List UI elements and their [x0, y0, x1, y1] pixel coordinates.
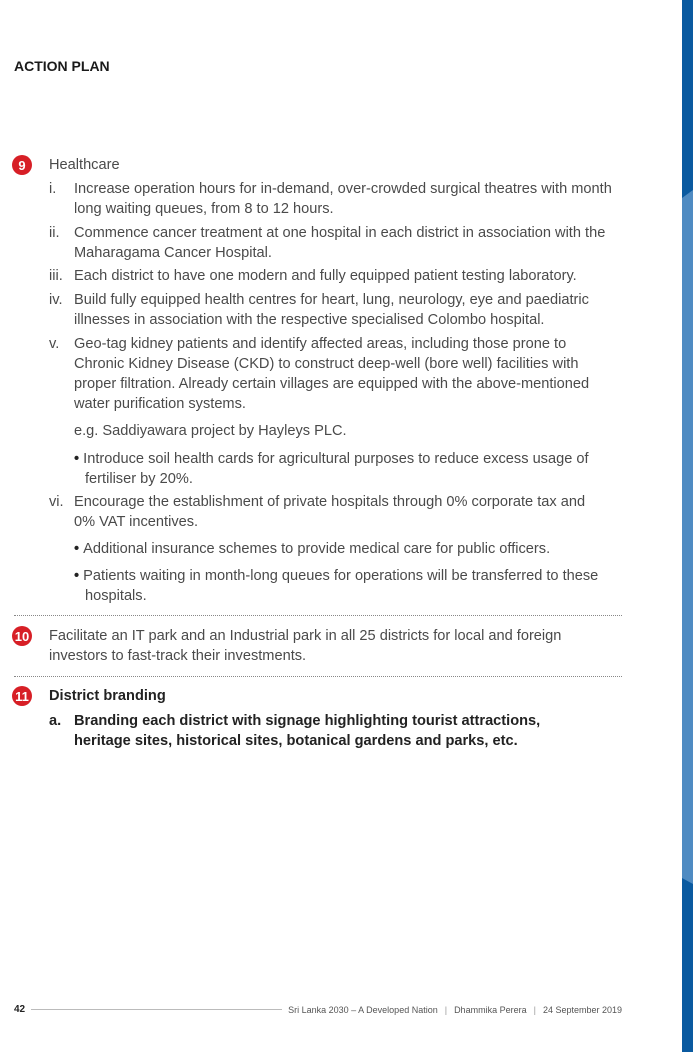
item-text: Encourage the establishment of private hospitals through 0% corporate tax and 0% VAT incentives.	[74, 494, 586, 530]
bullet-item	[74, 539, 624, 559]
item-number: i.	[49, 181, 57, 197]
bullet-icon: •	[74, 451, 84, 467]
list-item	[49, 492, 594, 532]
edge-color-bar	[682, 0, 693, 1052]
item-text: Each district to have one modern and fully equipped patient testing laboratory.	[74, 268, 577, 284]
item-text: Build fully equipped health centres for heart, lung, neurology, eye and paediatric illnesses in association with the respective specialised Colombo hospital.	[74, 292, 589, 328]
page-title: ACTION PLAN	[14, 58, 110, 74]
item-number: iii.	[49, 268, 63, 284]
footer-title: Sri Lanka 2030 – A Developed Nation	[288, 1004, 438, 1015]
list-item	[49, 711, 569, 751]
bullet-item	[74, 566, 624, 606]
item-number: ii.	[49, 225, 60, 241]
item-text: Increase operation hours for in-demand, over-crowded surgical theatres with month long waiting queues, from 8 to 12 hours.	[74, 181, 612, 217]
section-heading: Healthcare	[49, 157, 120, 173]
bullet-text: Additional insurance schemes to provide medical care for public officers.	[83, 541, 551, 557]
footer-separator: |	[533, 1004, 536, 1015]
item-number: vi.	[49, 494, 64, 510]
item-text: Commence cancer treatment at one hospital in each district in association with the Maharagama Cancer Hospital.	[74, 225, 606, 261]
item-number: iv.	[49, 292, 63, 308]
footer-date: 24 September 2019	[542, 1004, 622, 1015]
footer-rule	[31, 1009, 282, 1010]
edge-bar-dark-top	[682, 0, 693, 198]
list-item	[49, 179, 629, 219]
list-item	[49, 223, 629, 263]
bullet-icon: •	[74, 541, 84, 557]
list-item	[49, 290, 629, 330]
section-heading: District branding	[49, 688, 166, 704]
edge-bar-dark-bottom	[682, 878, 693, 1052]
list-item	[49, 266, 629, 286]
bullet-text: Introduce soil health cards for agricultural purposes to reduce excess usage of fertiliser by 20%.	[83, 451, 589, 487]
example-text: e.g. Saddiyawara project by Hayleys PLC.	[74, 423, 347, 439]
footer	[14, 1004, 622, 1015]
bullet-icon: •	[74, 568, 84, 584]
footer-separator: |	[444, 1004, 448, 1015]
page-number: 42	[14, 1004, 26, 1015]
section-number-badge: 9	[12, 155, 32, 175]
section-number-badge: 11	[12, 686, 32, 706]
list-item	[49, 334, 594, 414]
section-text: Facilitate an IT park and an Industrial park in all 25 districts for local and foreign investors to fast-track their investments.	[49, 628, 562, 664]
divider	[14, 615, 622, 616]
section-number-badge: 10	[12, 626, 32, 646]
footer-author: Dhammika Perera	[454, 1004, 527, 1015]
item-number: v.	[49, 336, 60, 352]
bullet-text: Patients waiting in month-long queues for operations will be transferred to these hospitals.	[83, 568, 599, 604]
item-text: Geo-tag kidney patients and identify affected areas, including those prone to Chronic Kidney Disease (CKD) to construct deep-well (bore well) facilities with proper filtration. Already certain villages are equipped with the above-mentioned water purification systems.	[74, 336, 590, 412]
divider	[14, 676, 622, 677]
item-number: a.	[49, 713, 62, 729]
item-text: Branding each district with signage highlighting tourist attractions, heritage sites, historical sites, botanical gardens and parks, etc.	[74, 713, 541, 749]
bullet-item	[74, 449, 624, 489]
